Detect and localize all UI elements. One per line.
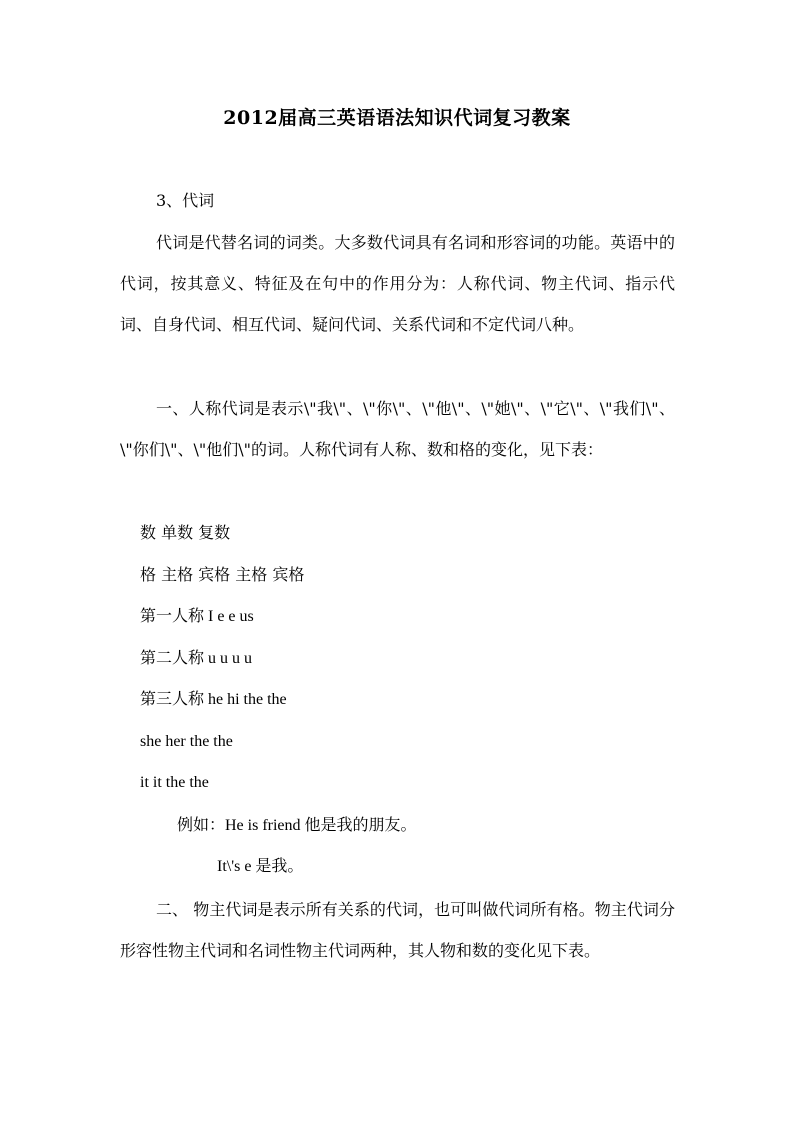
- table-line-third-person: 第三人称 he hi the the: [140, 691, 287, 708]
- table-line-it: it it the the: [140, 774, 209, 791]
- table-line-she: she her the the: [140, 733, 233, 750]
- table-line-first-person: 第一人称 I e e us: [140, 608, 254, 625]
- example-2: It\'s e 是我。: [217, 858, 304, 875]
- table-line-number: 数 单数 复数: [140, 523, 231, 542]
- intro-paragraph: 代词是代替名词的词类。大多数代词具有名词和形容词的功能。英语中的代词，按其意义、特征及在句中的作用分为：人称代词、物主代词、指示代词、自身代词、相互代词、疑问代词、关系代词和不定代词八种。: [120, 233, 675, 334]
- example-1: 例如：He is friend 他是我的朋友。: [177, 817, 417, 834]
- possessive-pronoun-paragraph: 二、 物主代词是表示所有关系的代词，也可叫做代词所有格。物主代词分形容性物主代词和名词性物主代词两种，其人物和数的变化见下表。: [120, 900, 675, 960]
- personal-pronoun-paragraph: 一、人称代词是表示\"我\"、\"你\"、\"他\"、\"她\"、\"它\"、\"我们\"、\"你们\"、\"他们\"的词。人称代词有人称、数和格的变化，见下表：: [120, 399, 675, 459]
- table-line-case: 格 主格 宾格 主格 宾格: [140, 565, 305, 584]
- document-title: 2012届高三英语语法知识代词复习教案: [223, 107, 571, 129]
- section-heading: 3、代词: [156, 191, 215, 210]
- table-line-second-person: 第二人称 u u u u: [140, 650, 253, 667]
